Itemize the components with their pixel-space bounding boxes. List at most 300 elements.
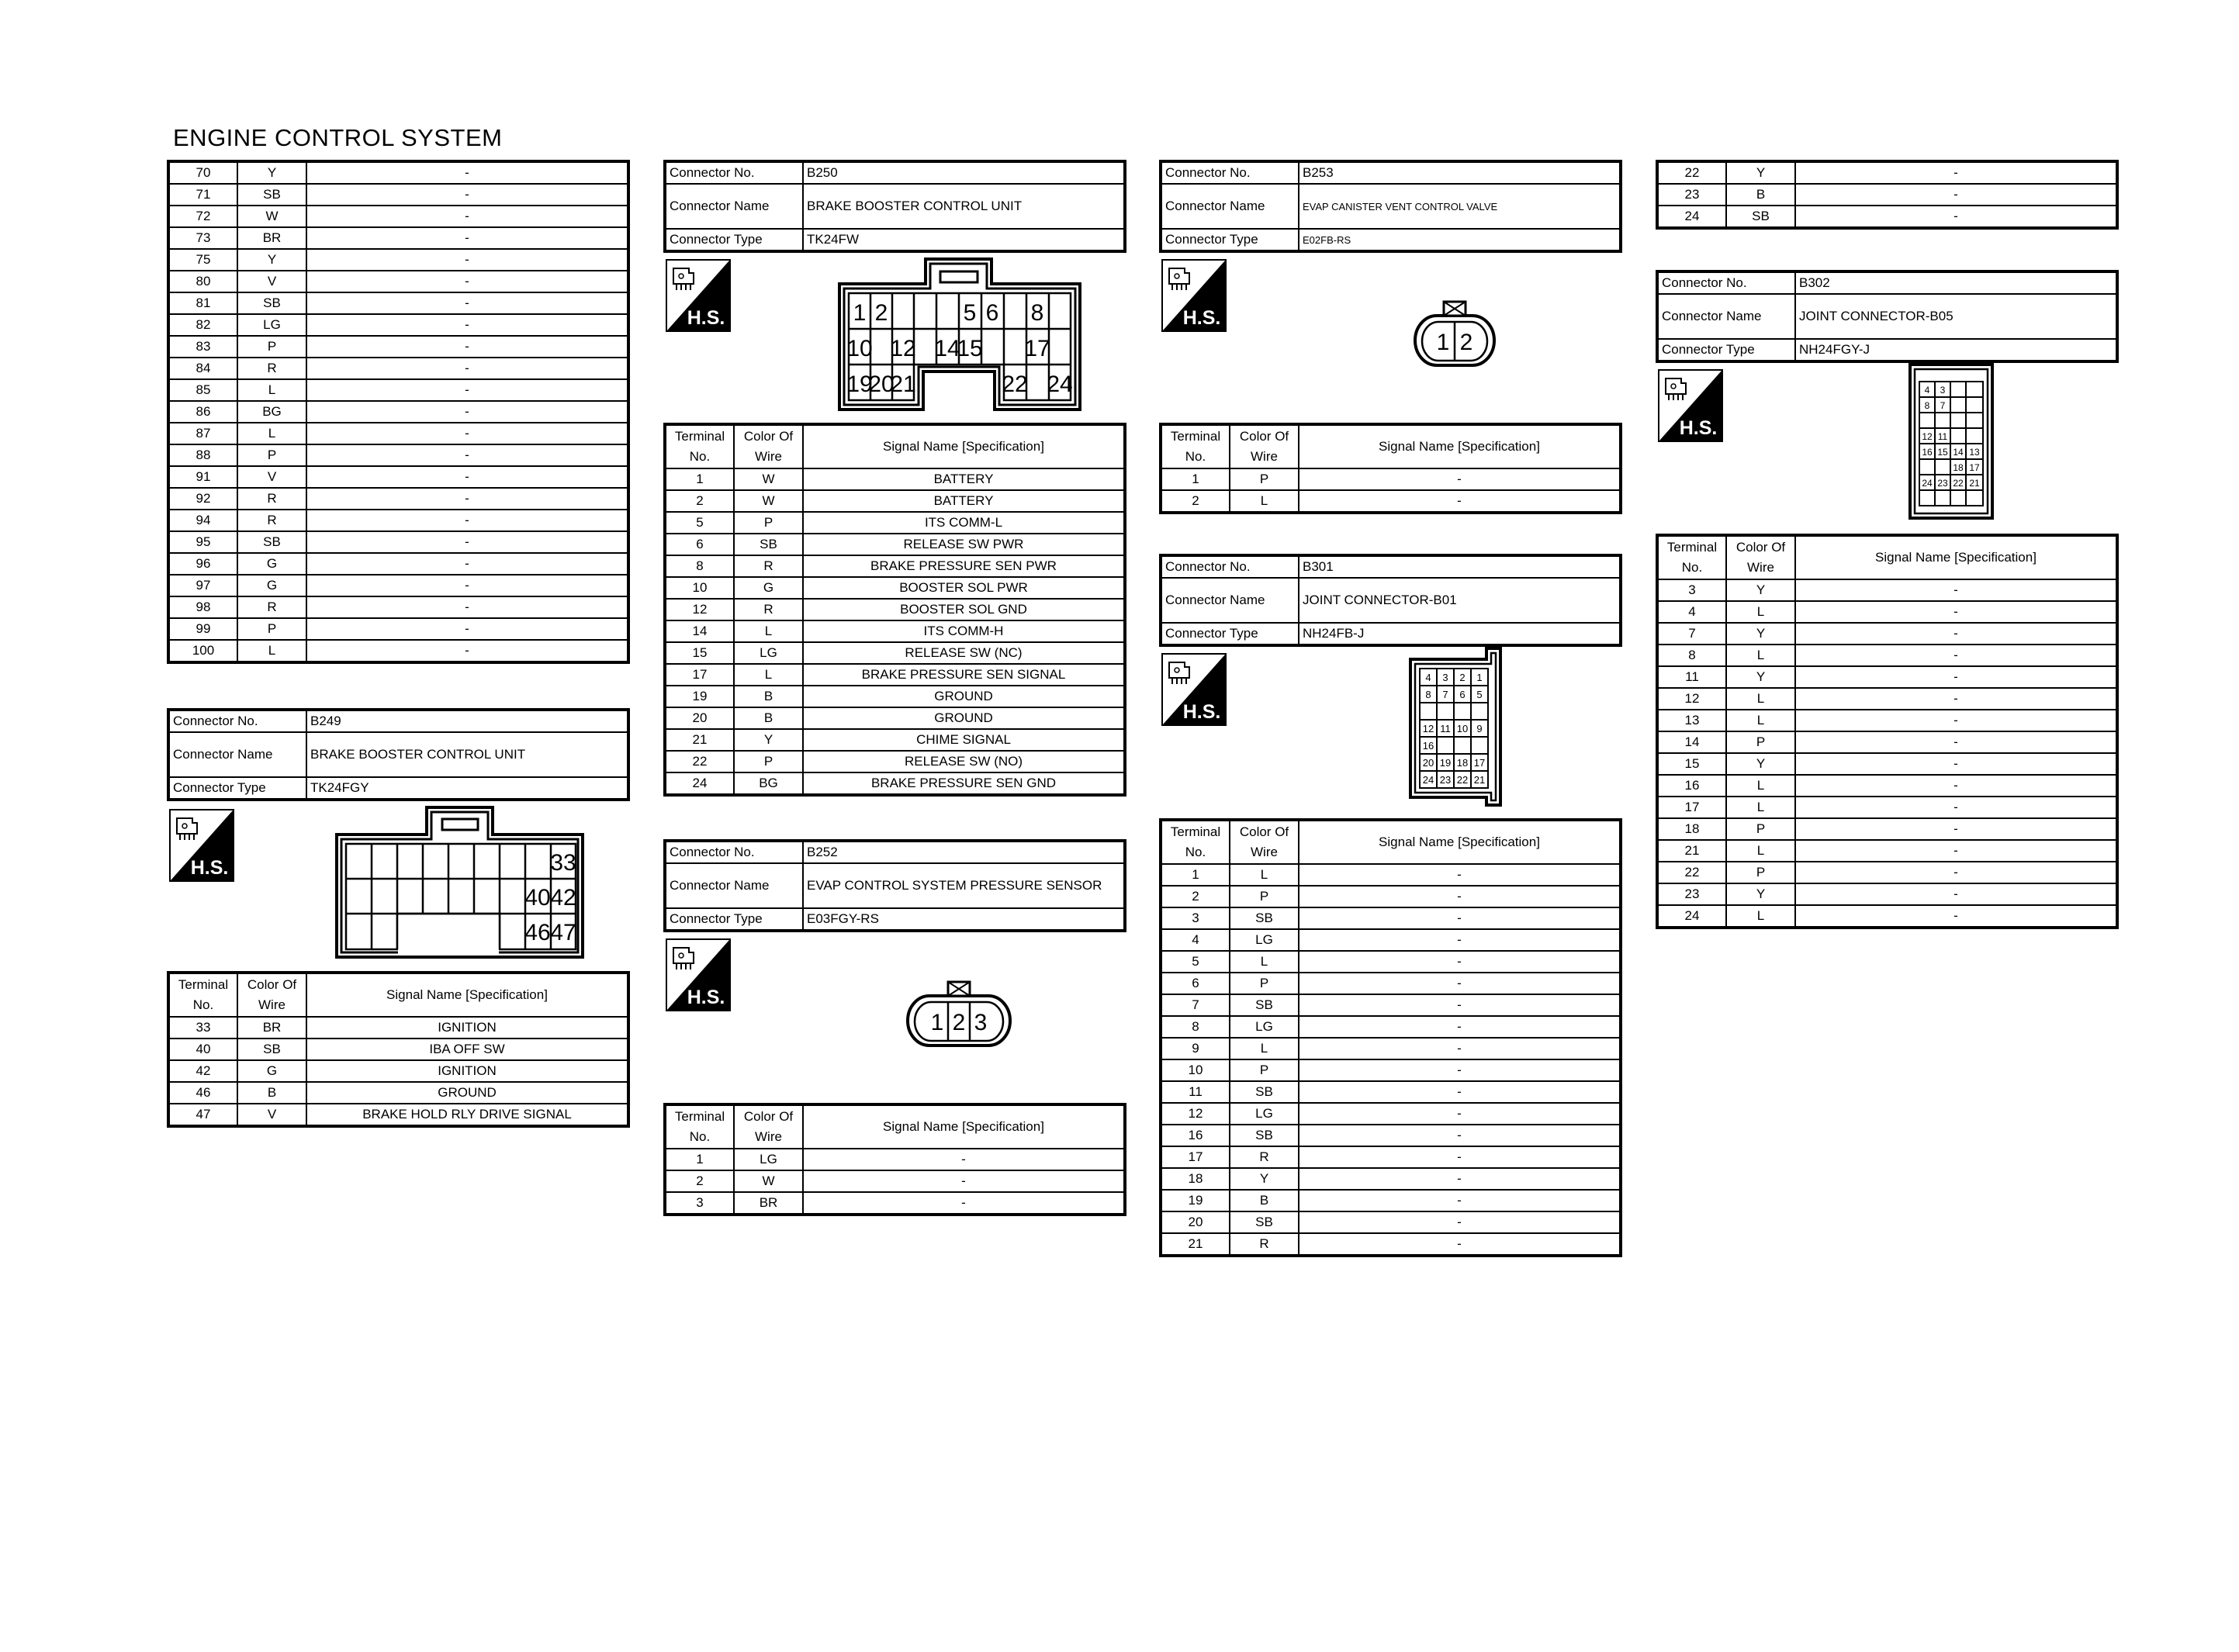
pin-label: 12 — [1422, 723, 1434, 734]
signal-name-cell: - — [1299, 1038, 1621, 1059]
pin-label: 8 — [1425, 689, 1431, 700]
pin-label: 23 — [1937, 478, 1948, 489]
connector-no-value: B302 — [1795, 271, 2117, 294]
wire-color-cell: L — [237, 640, 306, 662]
terminal-no-cell: 22 — [665, 751, 734, 772]
harness-side-label: H.S. — [1182, 307, 1221, 329]
column-header-terminal-no: Terminal No. — [665, 424, 734, 468]
terminal-no-cell: 2 — [1161, 886, 1230, 907]
wire-color-cell: R — [237, 358, 306, 379]
wire-color-cell: BG — [734, 772, 803, 795]
signal-name-cell: - — [1299, 1016, 1621, 1038]
pin-label: 21 — [890, 372, 916, 397]
pin-label: 19 — [1439, 757, 1452, 769]
wire-color-cell: V — [237, 271, 306, 292]
connector-info-b250 — [663, 160, 1126, 253]
terminal-no-cell: 80 — [168, 271, 237, 292]
connector-name-row — [665, 863, 1125, 908]
table-row — [665, 751, 1125, 772]
terminal-no-cell: 24 — [665, 772, 734, 795]
wire-color-cell: LG — [237, 314, 306, 336]
signal-name-cell: - — [1299, 1233, 1621, 1256]
wire-color-cell: Y — [1726, 623, 1795, 645]
table-row — [665, 577, 1125, 599]
signal-name-cell: - — [306, 379, 628, 401]
table-row — [1161, 951, 1621, 973]
terminal-no-cell: 24 — [1657, 905, 1726, 928]
signal-name-cell: - — [1795, 753, 2117, 775]
pin-label: 17 — [1473, 757, 1486, 769]
signal-name-cell: - — [1299, 973, 1621, 994]
pin-label: 24 — [1422, 774, 1434, 786]
table-row — [168, 444, 628, 466]
connector-name-row — [1161, 578, 1621, 623]
signal-name-cell: - — [1795, 840, 2117, 862]
wire-color-cell: R — [237, 596, 306, 618]
terminal-no-cell: 1 — [665, 468, 734, 490]
table-header — [665, 1104, 1125, 1149]
connector-name-value: BRAKE BOOSTER CONTROL UNIT — [803, 184, 1125, 229]
page-title: ENGINE CONTROL SYSTEM — [173, 124, 503, 151]
wire-color-cell: P — [1726, 862, 1795, 883]
connector-name-label: Connector Name — [665, 184, 803, 229]
signal-name-cell: - — [803, 1149, 1125, 1170]
table-row — [168, 1104, 628, 1126]
terminal-no-cell: 17 — [1161, 1146, 1230, 1168]
pin-label: 3 — [1940, 385, 1946, 396]
table-row — [168, 1082, 628, 1104]
pin-label: 7 — [1940, 400, 1946, 411]
signal-name-cell: BOOSTER SOL GND — [803, 599, 1125, 620]
terminal-no-cell: 20 — [665, 707, 734, 729]
wire-color-cell: W — [734, 468, 803, 490]
wire-color-cell: SB — [1230, 1081, 1299, 1103]
signal-name-cell: - — [1299, 1168, 1621, 1190]
pin-label: 16 — [1422, 740, 1434, 752]
pin-label: 1 — [1436, 330, 1450, 355]
table-row — [665, 468, 1125, 490]
table-row — [1161, 1059, 1621, 1081]
signal-name-cell: - — [306, 271, 628, 292]
signal-name-cell: - — [1795, 905, 2117, 928]
connector-no-value: B301 — [1299, 555, 1621, 578]
pin-label: 21 — [1969, 478, 1980, 489]
pin-label: 3 — [974, 1010, 988, 1035]
wire-color-cell: L — [1230, 490, 1299, 513]
terminal-no-cell: 6 — [665, 534, 734, 555]
signal-name-cell: BATTERY — [803, 490, 1125, 512]
connector-diagram-b250 — [836, 256, 1083, 413]
connector-name-value: JOINT CONNECTOR-B01 — [1299, 578, 1621, 623]
table-row — [168, 466, 628, 488]
wire-color-cell: P — [237, 618, 306, 640]
terminal-no-cell: 5 — [665, 512, 734, 534]
table-row — [1657, 601, 2117, 623]
connector-type-label: Connector Type — [665, 908, 803, 931]
connector-name-value: BRAKE BOOSTER CONTROL UNIT — [306, 732, 628, 777]
table-row — [168, 1039, 628, 1060]
signal-name-cell: - — [1299, 490, 1621, 513]
signal-name-cell: ITS COMM-L — [803, 512, 1125, 534]
signal-name-cell: - — [306, 336, 628, 358]
terminal-no-cell: 13 — [1657, 710, 1726, 731]
signal-name-cell: - — [306, 249, 628, 271]
pin-label: 40 — [524, 885, 551, 911]
wire-color-cell: L — [734, 620, 803, 642]
table-header — [1657, 535, 2117, 579]
connector-diagram-b253 — [1414, 299, 1496, 370]
wire-color-cell: SB — [1230, 1125, 1299, 1146]
terminal-no-cell: 16 — [1657, 775, 1726, 797]
table-row — [1657, 623, 2117, 645]
pin-label: 4 — [1425, 672, 1431, 683]
table-row — [1161, 886, 1621, 907]
pin-label: 24 — [1922, 478, 1933, 489]
table-row — [1657, 645, 2117, 666]
table-row — [1161, 1081, 1621, 1103]
table-row — [665, 490, 1125, 512]
connector-name-value: EVAP CONTROL SYSTEM PRESSURE SENSOR — [803, 863, 1125, 908]
signal-name-cell: - — [1795, 579, 2117, 601]
wire-color-cell: G — [734, 577, 803, 599]
signal-name-cell: - — [1299, 929, 1621, 951]
pin-label: 19 — [846, 372, 873, 397]
signal-name-cell: - — [1299, 468, 1621, 490]
wire-color-cell: G — [237, 575, 306, 596]
signal-name-cell: IGNITION — [306, 1060, 628, 1082]
wire-color-cell: LG — [1230, 1103, 1299, 1125]
terminal-table-b302 — [1656, 534, 2119, 929]
wire-color-cell: L — [1726, 840, 1795, 862]
pin-label: 18 — [1953, 462, 1964, 473]
pin-label: 2 — [874, 300, 888, 326]
table-row — [1161, 973, 1621, 994]
terminal-no-cell: 97 — [168, 575, 237, 596]
terminal-no-cell: 40 — [168, 1039, 237, 1060]
pin-label: 46 — [524, 920, 551, 945]
wire-color-cell: P — [1230, 973, 1299, 994]
signal-name-cell: - — [1299, 951, 1621, 973]
signal-name-cell: - — [1299, 907, 1621, 929]
table-row — [1161, 907, 1621, 929]
column-header-terminal-no: Terminal No. — [168, 973, 237, 1017]
terminal-no-cell: 21 — [665, 729, 734, 751]
terminal-no-cell: 12 — [1161, 1103, 1230, 1125]
harness-side-label: H.S. — [687, 987, 725, 1008]
wire-color-cell: P — [237, 444, 306, 466]
signal-name-cell: RELEASE SW (NO) — [803, 751, 1125, 772]
connector-type-value: TK24FW — [803, 229, 1125, 251]
terminal-no-cell: 3 — [1161, 907, 1230, 929]
terminal-no-cell: 5 — [1161, 951, 1230, 973]
pin-label: 6 — [1459, 689, 1466, 700]
table-row — [1161, 490, 1621, 513]
terminal-no-cell: 9 — [1161, 1038, 1230, 1059]
column-header-signal-name: Signal Name [Specification] — [306, 973, 628, 1017]
signal-name-cell: - — [1795, 206, 2117, 228]
harness-side-label: H.S. — [687, 307, 725, 329]
terminal-no-cell: 18 — [1657, 818, 1726, 840]
pin-label: 11 — [1440, 723, 1451, 734]
wire-color-cell: Y — [1726, 753, 1795, 775]
signal-name-cell: - — [1299, 864, 1621, 886]
connector-name-label: Connector Name — [1161, 184, 1299, 229]
column-header-color-of-wire: Color Of Wire — [734, 1104, 803, 1149]
signal-name-cell: BATTERY — [803, 468, 1125, 490]
terminal-no-cell: 2 — [665, 1170, 734, 1192]
table-row — [665, 729, 1125, 751]
harness-side-icon — [1658, 369, 1723, 442]
table-row — [168, 575, 628, 596]
connector-info-b302 — [1656, 270, 2119, 363]
connector-type-row — [665, 229, 1125, 251]
harness-side-icon — [169, 809, 234, 882]
pin-label: 8 — [1030, 300, 1044, 326]
harness-side-icon — [1161, 259, 1227, 332]
signal-name-cell: IGNITION — [306, 1017, 628, 1039]
table-row — [168, 1017, 628, 1039]
pin-label: 8 — [1924, 400, 1930, 411]
signal-name-cell: - — [306, 618, 628, 640]
pin-label: 14 — [934, 336, 960, 361]
column-header-signal-name: Signal Name [Specification] — [803, 424, 1125, 468]
wire-color-cell: B — [734, 686, 803, 707]
terminal-table-b249 — [167, 971, 630, 1128]
terminal-no-cell: 2 — [1161, 490, 1230, 513]
signal-name-cell: - — [306, 227, 628, 249]
table-row — [168, 314, 628, 336]
table-row — [665, 1192, 1125, 1215]
wire-color-cell: W — [734, 490, 803, 512]
signal-name-cell: - — [1795, 775, 2117, 797]
connector-info-b301 — [1159, 554, 1622, 647]
table-row — [168, 292, 628, 314]
table-row — [1161, 1146, 1621, 1168]
terminal-table-continued — [167, 160, 630, 664]
terminal-no-cell: 46 — [168, 1082, 237, 1104]
terminal-no-cell: 7 — [1657, 623, 1726, 645]
connector-no-label: Connector No. — [1657, 271, 1795, 294]
pin-label: 22 — [1953, 478, 1964, 489]
table-row — [1161, 994, 1621, 1016]
table-row — [1657, 753, 2117, 775]
terminal-no-cell: 20 — [1161, 1211, 1230, 1233]
connector-type-value: E02FB-RS — [1299, 229, 1621, 251]
connector-no-row — [168, 710, 628, 732]
terminal-no-cell: 19 — [665, 686, 734, 707]
signal-name-cell: - — [306, 444, 628, 466]
wire-color-cell: SB — [237, 531, 306, 553]
connector-name-value: EVAP CANISTER VENT CONTROL VALVE — [1299, 184, 1621, 229]
pin-label: 12 — [890, 336, 916, 361]
signal-name-cell: IBA OFF SW — [306, 1039, 628, 1060]
pin-label: 6 — [985, 300, 999, 326]
wire-color-cell: L — [237, 423, 306, 444]
table-row — [1657, 797, 2117, 818]
terminal-no-cell: 92 — [168, 488, 237, 510]
signal-name-cell: - — [1299, 1081, 1621, 1103]
wire-color-cell: SB — [1230, 1211, 1299, 1233]
pin-label: 11 — [1937, 431, 1948, 442]
connector-type-label: Connector Type — [665, 229, 803, 251]
terminal-no-cell: 94 — [168, 510, 237, 531]
signal-name-cell: - — [1795, 862, 2117, 883]
terminal-no-cell: 87 — [168, 423, 237, 444]
wire-color-cell: L — [1230, 951, 1299, 973]
signal-name-cell: - — [306, 640, 628, 662]
table-row — [168, 401, 628, 423]
signal-name-cell: - — [1795, 623, 2117, 645]
wire-color-cell: BR — [734, 1192, 803, 1215]
wire-color-cell: R — [1230, 1233, 1299, 1256]
terminal-no-cell: 22 — [1657, 862, 1726, 883]
signal-name-cell: GROUND — [803, 707, 1125, 729]
table-row — [665, 642, 1125, 664]
signal-name-cell: - — [1795, 797, 2117, 818]
table-row — [1657, 883, 2117, 905]
wire-color-cell: W — [237, 206, 306, 227]
pin-label: 1 — [853, 300, 867, 326]
pin-label: 5 — [963, 300, 977, 326]
wire-color-cell: P — [1726, 818, 1795, 840]
wire-color-cell: L — [1726, 775, 1795, 797]
terminal-no-cell: 86 — [168, 401, 237, 423]
signal-name-cell: - — [306, 531, 628, 553]
connector-no-label: Connector No. — [665, 841, 803, 863]
connector-type-label: Connector Type — [1161, 623, 1299, 645]
terminal-table-b252 — [663, 1103, 1126, 1216]
table-row — [1657, 579, 2117, 601]
connector-type-row — [665, 908, 1125, 931]
terminal-no-cell: 70 — [168, 161, 237, 184]
terminal-no-cell: 100 — [168, 640, 237, 662]
signal-name-cell: - — [306, 292, 628, 314]
terminal-table-continued — [1656, 160, 2119, 230]
connector-name-row — [1161, 184, 1621, 229]
connector-type-label: Connector Type — [1657, 339, 1795, 361]
terminal-no-cell: 33 — [168, 1017, 237, 1039]
table-row — [665, 620, 1125, 642]
terminal-table-b250 — [663, 423, 1126, 797]
wire-color-cell: SB — [1726, 206, 1795, 228]
wire-color-cell: L — [1726, 601, 1795, 623]
wire-color-cell: R — [237, 510, 306, 531]
table-row — [1657, 905, 2117, 928]
table-row — [1657, 840, 2117, 862]
signal-name-cell: ITS COMM-H — [803, 620, 1125, 642]
signal-name-cell: - — [306, 401, 628, 423]
table-row — [168, 184, 628, 206]
terminal-table-b253 — [1159, 423, 1622, 514]
terminal-no-cell: 12 — [665, 599, 734, 620]
wire-color-cell: Y — [1726, 883, 1795, 905]
wire-color-cell: B — [237, 1082, 306, 1104]
terminal-no-cell: 16 — [1161, 1125, 1230, 1146]
terminal-table-b301 — [1159, 818, 1622, 1257]
wire-color-cell: P — [1726, 731, 1795, 753]
pin-label: 1 — [1476, 672, 1483, 683]
connector-name-value: JOINT CONNECTOR-B05 — [1795, 294, 2117, 339]
table-row — [168, 553, 628, 575]
table-row — [1161, 1190, 1621, 1211]
wire-color-cell: Y — [1726, 161, 1795, 184]
connector-name-row — [168, 732, 628, 777]
connector-name-label: Connector Name — [1657, 294, 1795, 339]
table-row — [665, 555, 1125, 577]
table-row — [1161, 1211, 1621, 1233]
terminal-no-cell: 4 — [1657, 601, 1726, 623]
connector-diagram-b302 — [1905, 360, 1997, 523]
connector-type-row — [1657, 339, 2117, 361]
table-row — [665, 686, 1125, 707]
connector-no-row — [1161, 555, 1621, 578]
connector-type-row — [1161, 623, 1621, 645]
wire-color-cell: L — [1230, 1038, 1299, 1059]
wire-color-cell: P — [1230, 1059, 1299, 1081]
signal-name-cell: - — [1299, 886, 1621, 907]
wire-color-cell: L — [237, 379, 306, 401]
wire-color-cell: L — [734, 664, 803, 686]
signal-name-cell: GROUND — [803, 686, 1125, 707]
table-row — [1657, 818, 2117, 840]
terminal-no-cell: 19 — [1161, 1190, 1230, 1211]
pin-label: 9 — [1476, 723, 1483, 734]
column-header-color-of-wire: Color Of Wire — [1726, 535, 1795, 579]
table-row — [1657, 666, 2117, 688]
connector-diagram-b252 — [906, 979, 1012, 1050]
wire-color-cell: L — [1726, 710, 1795, 731]
terminal-no-cell: 10 — [1161, 1059, 1230, 1081]
terminal-no-cell: 81 — [168, 292, 237, 314]
wire-color-cell: L — [1726, 905, 1795, 928]
signal-name-cell: RELEASE SW (NC) — [803, 642, 1125, 664]
column-header-terminal-no: Terminal No. — [1657, 535, 1726, 579]
terminal-no-cell: 3 — [1657, 579, 1726, 601]
harness-side-icon — [1161, 653, 1227, 726]
terminal-no-cell: 17 — [665, 664, 734, 686]
wire-color-cell: L — [1726, 797, 1795, 818]
wire-color-cell: L — [1726, 688, 1795, 710]
column-header-color-of-wire: Color Of Wire — [237, 973, 306, 1017]
pin-label: 13 — [1969, 447, 1980, 458]
signal-name-cell: - — [1795, 601, 2117, 623]
wire-color-cell: LG — [734, 642, 803, 664]
table-header — [1161, 820, 1621, 864]
signal-name-cell: - — [306, 314, 628, 336]
pin-label: 4 — [1924, 385, 1930, 396]
column-header-terminal-no: Terminal No. — [665, 1104, 734, 1149]
terminal-no-cell: 72 — [168, 206, 237, 227]
connector-no-row — [1161, 161, 1621, 184]
signal-name-cell: - — [803, 1170, 1125, 1192]
pin-label: 47 — [550, 920, 576, 945]
pin-label: 15 — [1937, 447, 1948, 458]
pin-label: 5 — [1476, 689, 1483, 700]
connector-type-value: NH24FB-J — [1299, 623, 1621, 645]
terminal-no-cell: 23 — [1657, 883, 1726, 905]
terminal-no-cell: 21 — [1657, 840, 1726, 862]
wire-color-cell: SB — [237, 292, 306, 314]
wire-color-cell: W — [734, 1170, 803, 1192]
signal-name-cell: GROUND — [306, 1082, 628, 1104]
wire-color-cell: SB — [734, 534, 803, 555]
signal-name-cell: - — [1795, 883, 2117, 905]
table-row — [168, 488, 628, 510]
terminal-no-cell: 8 — [665, 555, 734, 577]
pin-label: 22 — [1456, 774, 1469, 786]
pin-label: 7 — [1442, 689, 1448, 700]
connector-no-row — [665, 841, 1125, 863]
